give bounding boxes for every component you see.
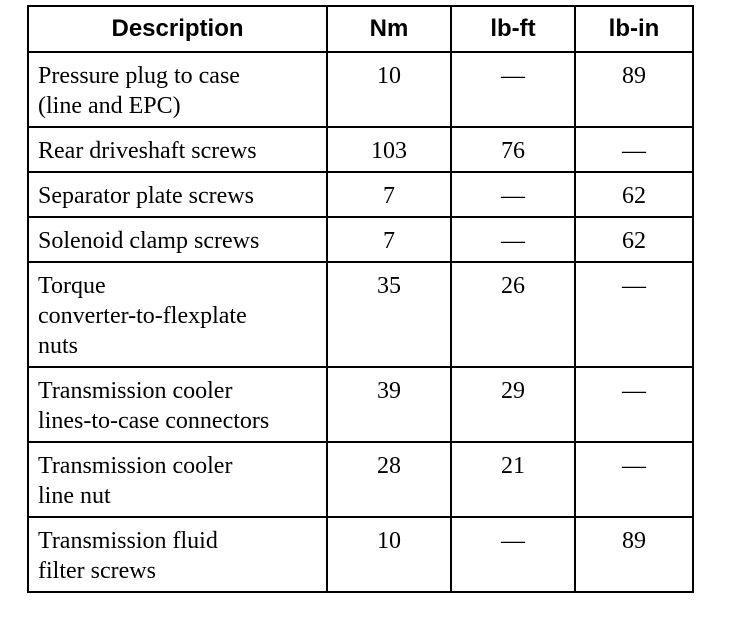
nm-cell: 10 (327, 52, 451, 127)
description-cell (28, 127, 327, 172)
torque-specifications-table (27, 5, 694, 593)
nm-cell: 7 (327, 217, 451, 262)
description-line: Separator plate screws (38, 183, 254, 209)
header-nm: Nm (327, 6, 451, 52)
lb-in-cell: — (575, 262, 693, 367)
description-line: Pressure plug to case (38, 63, 240, 89)
lb-ft-cell: — (451, 172, 575, 217)
lb-in-cell: 89 (575, 52, 693, 127)
header-lb-ft: lb-ft (451, 6, 575, 52)
header-lb-in: lb-in (575, 6, 693, 52)
lb-ft-cell: 76 (451, 127, 575, 172)
description-line: Rear driveshaft screws (38, 138, 257, 164)
lb-in-cell: — (575, 367, 693, 442)
description-line: Solenoid clamp screws (38, 228, 260, 254)
lb-in-cell: 62 (575, 172, 693, 217)
description-cell (28, 217, 327, 262)
description-line: converter-to-flexplate (38, 303, 247, 329)
nm-cell: 10 (327, 517, 451, 592)
description-line: (line and EPC) (38, 93, 181, 119)
lb-in-cell: 62 (575, 217, 693, 262)
lb-ft-cell: 26 (451, 262, 575, 367)
lb-ft-cell: 29 (451, 367, 575, 442)
table-header (28, 6, 693, 52)
lb-ft-cell: — (451, 517, 575, 592)
lb-ft-cell: — (451, 52, 575, 127)
table-row (28, 517, 693, 592)
table-row (28, 52, 693, 127)
nm-cell: 28 (327, 442, 451, 517)
lb-in-cell: — (575, 442, 693, 517)
table-row (28, 127, 693, 172)
table-row (28, 367, 693, 442)
description-cell (28, 517, 327, 592)
lb-ft-cell: 21 (451, 442, 575, 517)
description-cell (28, 52, 327, 127)
nm-cell: 7 (327, 172, 451, 217)
description-line: Transmission fluid (38, 528, 218, 554)
description-cell (28, 262, 327, 367)
lb-in-cell: — (575, 127, 693, 172)
nm-cell: 35 (327, 262, 451, 367)
description-cell (28, 172, 327, 217)
lb-in-cell: 89 (575, 517, 693, 592)
description-line: filter screws (38, 558, 156, 584)
header-row (28, 6, 693, 52)
description-line: Transmission cooler (38, 453, 233, 479)
description-line: lines-to-case connectors (38, 408, 270, 434)
table-body (28, 52, 693, 592)
nm-cell: 39 (327, 367, 451, 442)
table-row (28, 172, 693, 217)
table-row (28, 217, 693, 262)
description-cell (28, 367, 327, 442)
description-line: Transmission cooler (38, 378, 233, 404)
lb-ft-cell: — (451, 217, 575, 262)
header-description: Description (28, 6, 327, 52)
description-cell (28, 442, 327, 517)
table-row (28, 262, 693, 367)
description-line: Torque (38, 273, 106, 299)
nm-cell: 103 (327, 127, 451, 172)
description-line: nuts (38, 333, 79, 359)
description-line: line nut (38, 483, 111, 509)
table-row (28, 442, 693, 517)
